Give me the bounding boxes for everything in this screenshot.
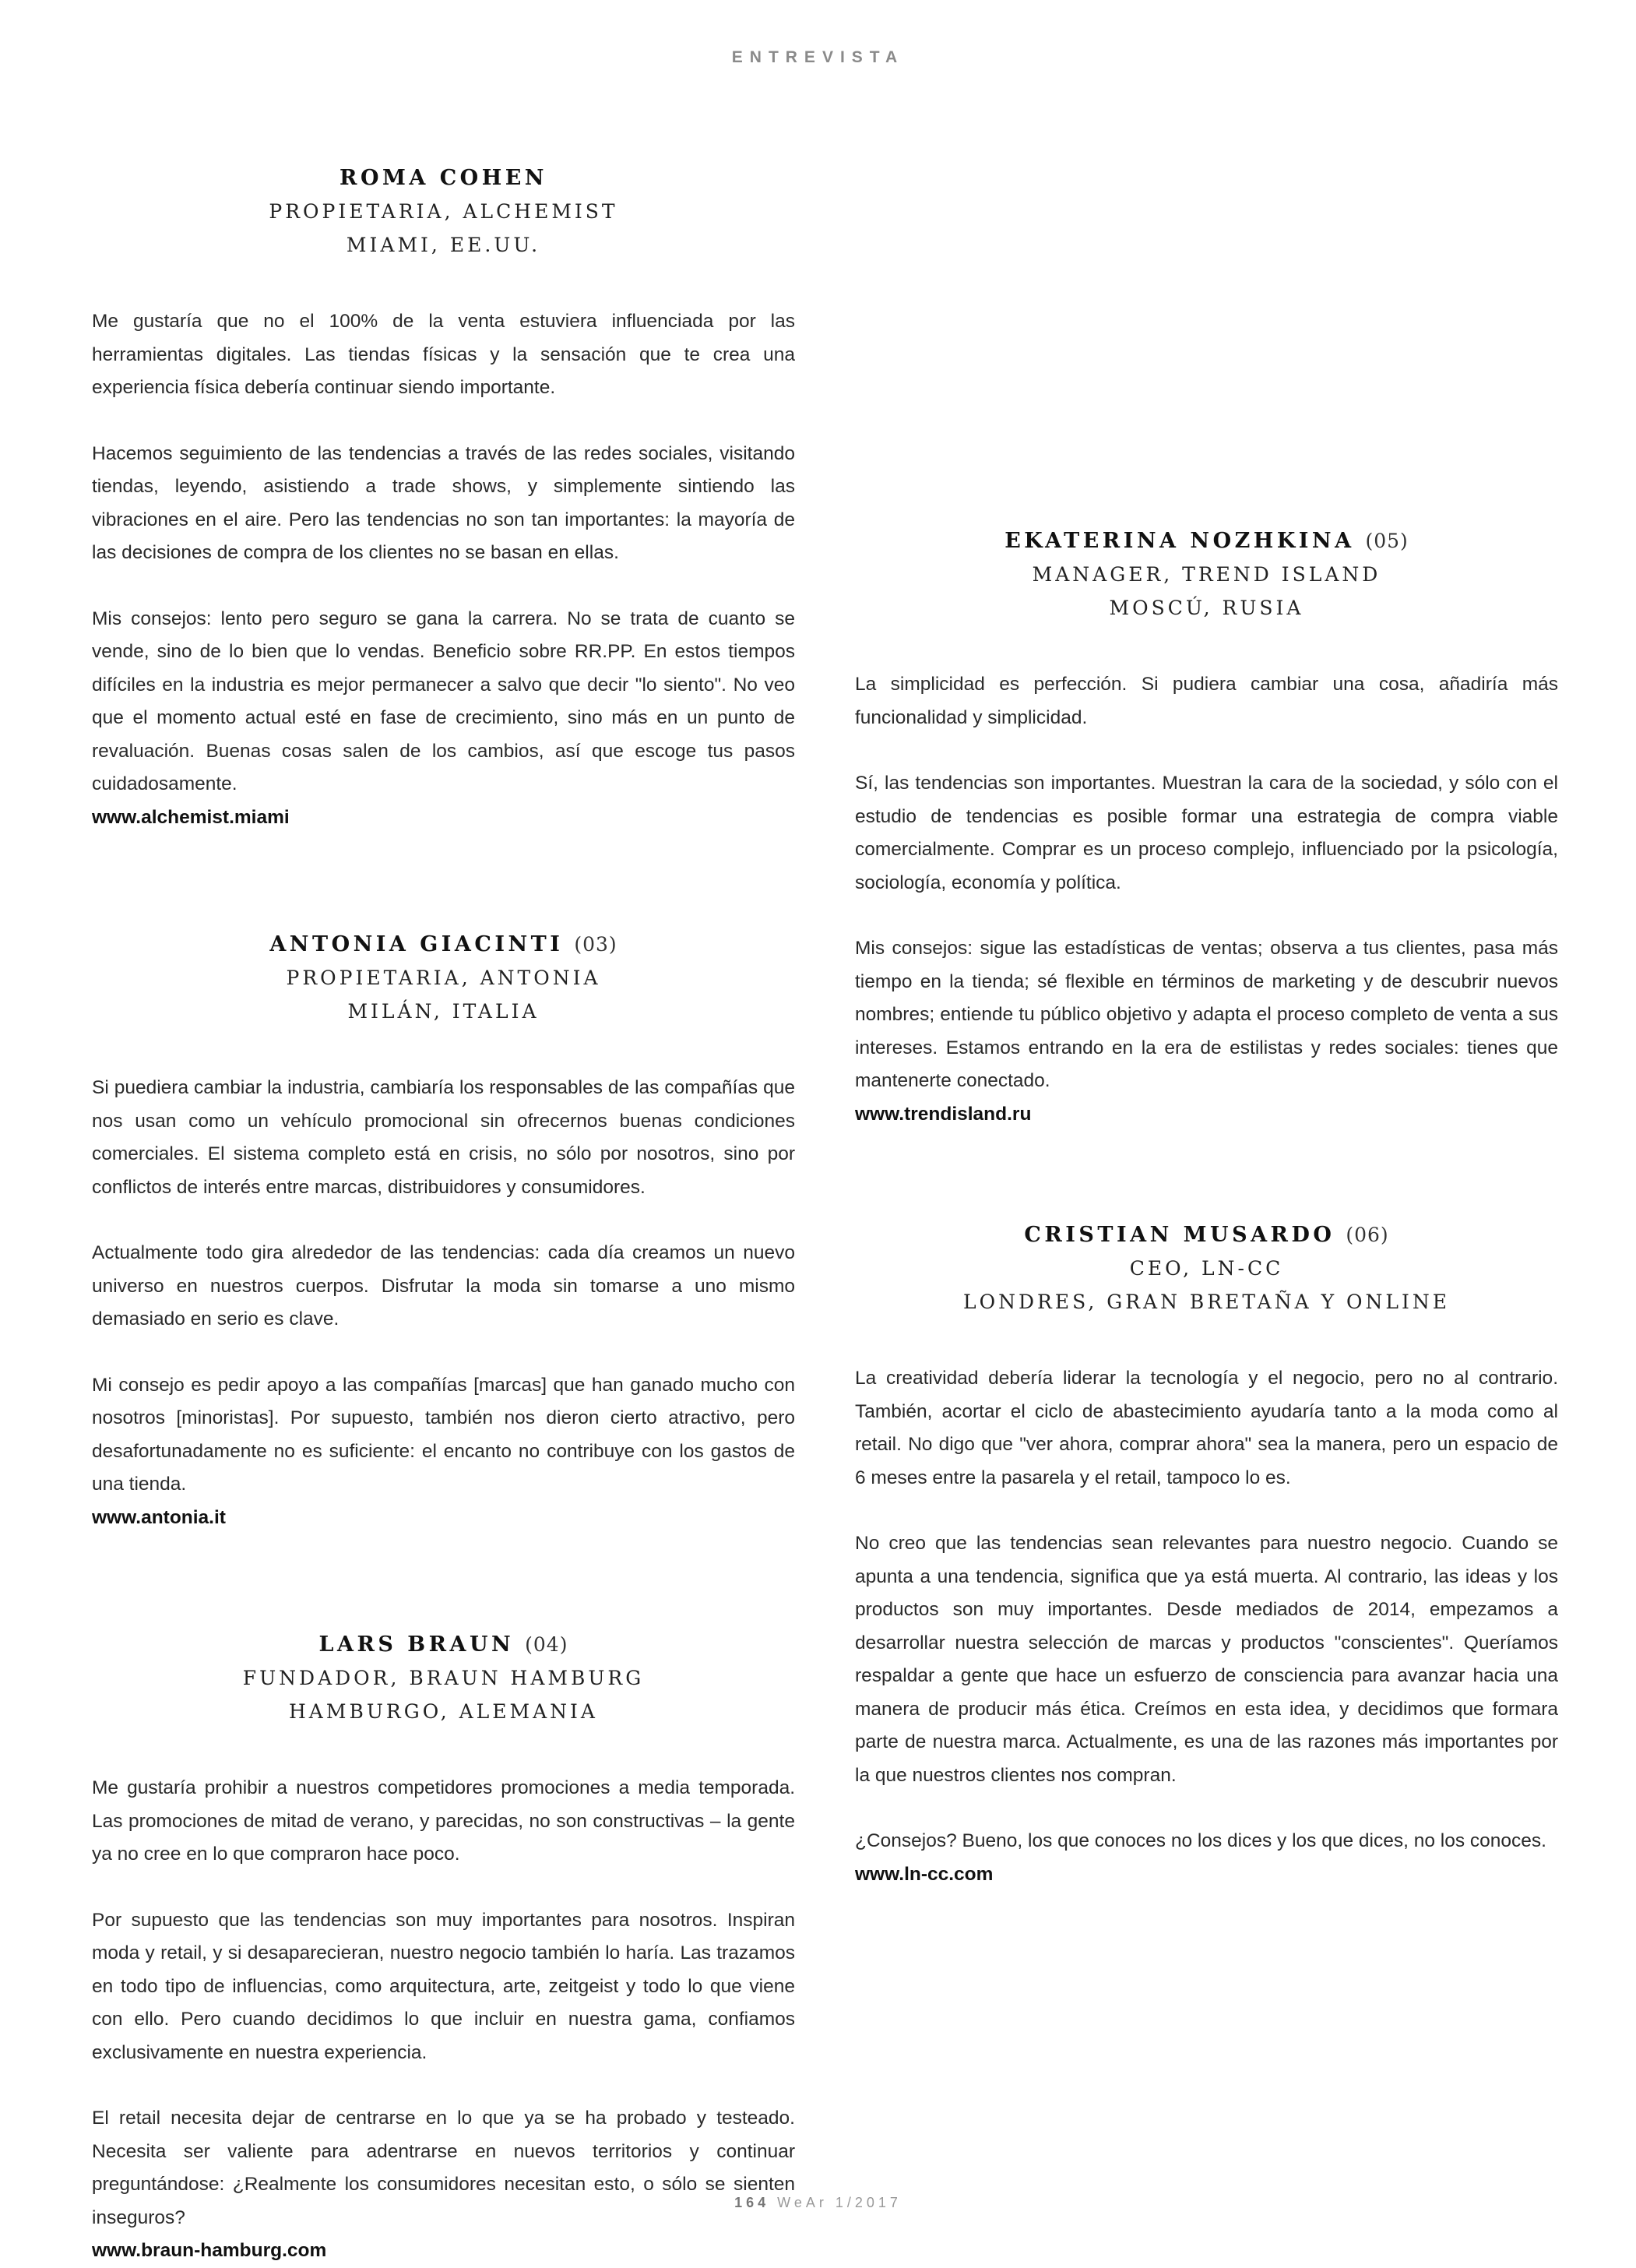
website-link[interactable]: www.antonia.it [92,1506,226,1528]
answer-paragraph: Por supuesto que las tendencias son muy importantes para nosotros. Inspiran moda y retail, y si desaparecieran, nuestro negocio también lo haría. Las trazamos en todo tipo de influencias, como arquitectura, arte, zeitgeist y todo lo que viene con ello. Pero cuando decidimos lo que incluir en nuestra gama, confiamos exclusivamente en nuestra experiencia. [92,1909,795,2063]
answer-paragraph: Hacemos seguimiento de las tendencias a través de las redes sociales, visitando tiendas, leyendo, asistiendo a trade shows, y simplemente sintiendo las vibraciones en el aire. Pero las tendencias no son tan importantes: la mayoría de las decisiones de compra de los clientes no se basan en ellas. [92,442,795,563]
entry-header [92,928,795,1028]
answer-paragraph: Me gustaría prohibir a nuestros competidores promociones a media temporada. Las promociones de mitad de verano, y parecidas, no son constructivas – la gente ya no cree en lo que compraron hace poco. [92,1777,795,1865]
interviewee-name: CRISTIAN MUSARDO (06) [1024,1223,1389,1247]
interviewee-title: MANAGER, TREND ISLAND [1032,563,1381,586]
answer-paragraph: Me gustaría que no el 100% de la venta estuviera influenciada por las herramientas digitales. Las tiendas físicas y la sensación que te crea una experiencia física debería continuar siendo importante. [92,311,795,398]
answer-paragraph: Si puediera cambiar la industria, cambiaría los responsables de las compañías que nos usan como un vehículo promocional sin ofrecernos buenas condiciones comerciales. El sistema completo está en crisis, no sólo por nosotros, sino por conflictos de interés entre marcas, distribuidores y consumidores. [92,1077,795,1198]
answer-paragraph: Actualmente todo gira alrededor de las tendencias: cada día creamos un nuevo universo en nuestros cuerpos. Disfrutar la moda sin tomarse a uno mismo demasiado en serio es clave. [92,1242,795,1329]
website-link[interactable]: www.trendisland.ru [855,1103,1032,1125]
page-number: 164 [734,2195,770,2210]
interviewee-location: HAMBURGO, ALEMANIA [289,1700,598,1723]
answer-paragraph: Sí, las tendencias son importantes. Muestran la cara de la sociedad, y sólo con el estudio de tendencias es posible formar una estrategia de compra viable comercialmente. Comprar es un proceso complejo, influenciado por la psicología, sociología, economía y política. [855,773,1558,893]
photo-number: (06) [1346,1224,1389,1246]
interviewee-title: FUNDADOR, BRAUN HAMBURG [242,1667,645,1689]
answer-paragraph: Mis consejos: sigue las estadísticas de ventas; observa a tus clientes, pasa más tiempo en la tienda; sé flexible en términos de marketing y de descubrir nuevos nombres; entiende tu público objetivo y adapta el proceso completo de venta a sus intereses. Estamos entrando en la era de estilistas y redes sociales: tienes que mantenerte conectado. [855,938,1558,1091]
entry-header [92,161,795,262]
photo-number: (04) [525,1633,568,1656]
interview-entry [92,928,795,1534]
interviewee-name: EKATERINA NOZHKINA (05) [1004,529,1409,553]
interviewee-name: ROMA COHEN [340,166,547,190]
interviewee-location: MOSCÚ, RUSIA [1109,597,1304,619]
interviewee-title: PROPIETARIA, ALCHEMIST [269,200,618,223]
page-footer [0,2195,1636,2211]
interviewee-location: MIAMI, EE.UU. [346,234,541,256]
interviewee-location: LONDRES, GRAN BRETAÑA Y ONLINE [963,1291,1450,1313]
interviewee-title: PROPIETARIA, ANTONIA [286,967,601,989]
interviewee-title: CEO, LN-CC [1129,1257,1284,1280]
right-column [855,524,1558,1891]
answer-paragraph: La simplicidad es perfección. Si pudiera cambiar una cosa, añadiría más funcionalidad y simplicidad. [855,674,1558,728]
entry-header [855,524,1558,625]
website-link[interactable]: www.alchemist.miami [92,806,290,828]
answer-paragraph: Mi consejo es pedir apoyo a las compañías [marcas] que han ganado mucho con nosotros [minoristas]. Por supuesto, también nos dieron cierto atractivo, pero desafortunadamente no es suficiente: el encanto no contribuye con los gastos de una tienda. [92,1374,795,1495]
interview-entry [855,1218,1558,1891]
photo-number: (03) [574,933,617,956]
section-label: ENTREVISTA [731,48,905,66]
interview-entry [92,161,795,834]
entry-header [855,1218,1558,1319]
website-link[interactable]: www.ln-cc.com [855,1863,994,1885]
interviewee-name: ANTONIA GIACINTI (03) [269,932,617,956]
answer-paragraph: Mis consejos: lento pero seguro se gana la carrera. No se trata de cuanto se vende, sino de lo bien que lo vendas. Beneficio sobre RR.PP. En estos tiempos difíciles en la industria es mejor permanecer a salvo que decir "lo siento". No veo que el momento actual esté en fase de crecimiento, sino más en un punto de revaluación. Buenas cosas salen de los cambios, así que escoge tus pasos cuidadosamente. [92,608,795,794]
left-column [92,161,795,2268]
website-link[interactable]: www.braun-hamburg.com [92,2240,327,2261]
interviewee-location: MILÁN, ITALIA [347,1000,540,1023]
interview-entry [855,524,1558,1131]
answer-paragraph: ¿Consejos? Bueno, los que conoces no los dices y los que dices, no los conoces. [855,1830,1546,1851]
answer-paragraph: El retail necesita dejar de centrarse en lo que ya se ha probado y testeado. Necesita ser valiente para adentrarse en nuevos territorios y continuar preguntándose: ¿Realmente los consumidores necesitan esto, o sólo se sienten inseguros? [92,2108,795,2228]
interview-entry [92,1628,795,2268]
photo-number: (05) [1365,530,1409,552]
answer-paragraph: No creo que las tendencias sean relevantes para nuestro negocio. Cuando se apunta a una tendencia, significa que ya está muerta. Al contrario, las ideas y los productos son muy importantes. Desde mediados de 2014, empezamos a desarrollar nuestra selección de marcas y productos "conscientes". Queríamos respaldar a gente que hace un esfuerzo de consciencia para avanzar hacia una manera de producir más ética. Creímos en esta idea, y decidimos que formara parte de nuestra marca. Actualmente, es una de las razones más importantes por la que nuestros clientes nos compran. [855,1533,1558,1786]
entry-header [92,1628,795,1728]
interviewee-name: LARS BRAUN (04) [318,1632,568,1657]
magazine-issue: WeAr 1/2017 [777,2195,902,2210]
answer-paragraph: La creatividad debería liderar la tecnología y el negocio, pero no al contrario. También, acortar el ciclo de abastecimiento ayudaría tanto a la moda como al retail. No digo que "ver ahora, comprar ahora" sea la manera, pero un espacio de 6 meses entre la pasarela y el retail, tampoco lo es. [855,1368,1558,1488]
